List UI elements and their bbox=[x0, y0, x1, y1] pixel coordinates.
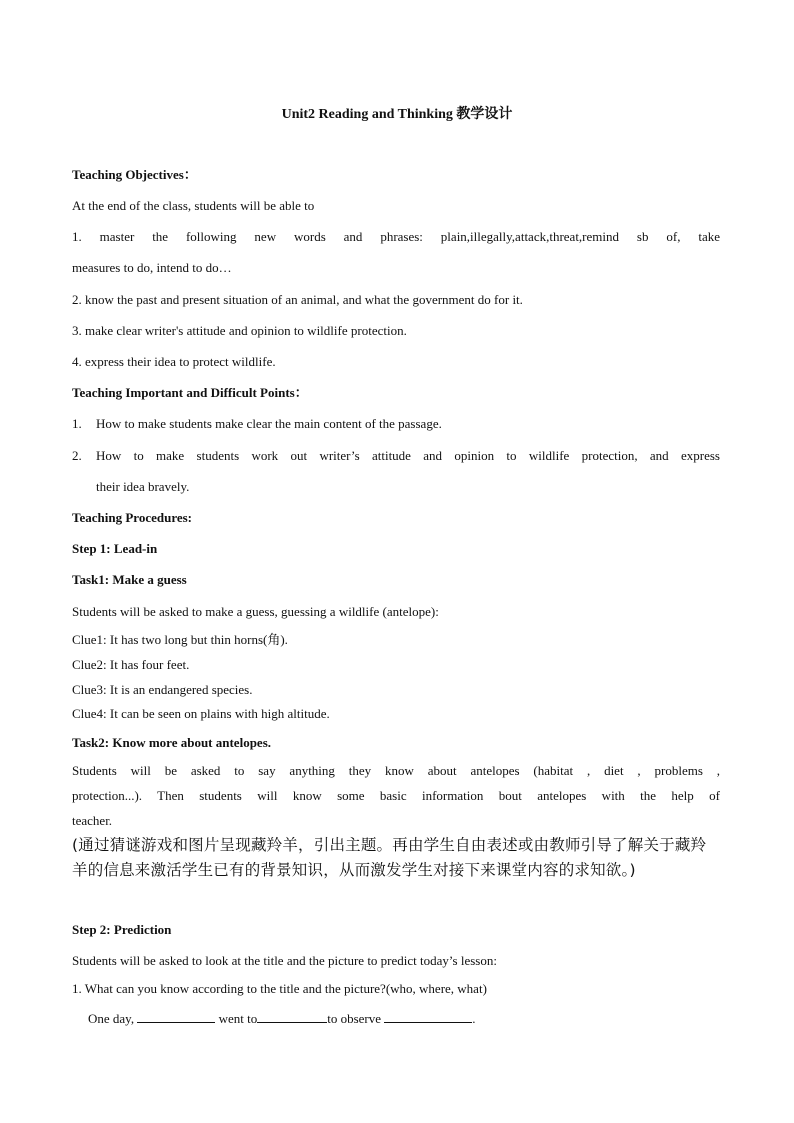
objectives-intro: At the end of the class, students will be able to bbox=[72, 198, 315, 213]
step-2-intro: Students will be asked to look at the title and the picture to predict today’s lesson: bbox=[72, 953, 497, 968]
fill-text-2: went to bbox=[215, 1011, 258, 1026]
objective-2: 2. know the past and present situation of an animal, and what the government do for it. bbox=[72, 292, 523, 307]
point-1-number: 1. bbox=[72, 416, 82, 431]
blank-who[interactable] bbox=[137, 1010, 215, 1023]
clue-2: Clue2: It has four feet. bbox=[72, 657, 190, 672]
blank-what[interactable] bbox=[384, 1010, 472, 1023]
task-2-line-2: protection...). Then students will know some basic information bout antelopes with the help of bbox=[72, 788, 720, 803]
objective-1-line-1: 1. master the following new words and phrases: plain,illegally,attack,threat,remind sb of, take bbox=[72, 229, 720, 244]
page-title: Unit2 Reading and Thinking 教学设计 bbox=[281, 107, 513, 122]
point-2-line-1 bbox=[72, 448, 720, 464]
procedures-heading: Teaching Procedures: bbox=[72, 510, 193, 525]
point-1-text: How to make students make clear the main content of the passage. bbox=[96, 416, 442, 431]
chinese-note-line-2: 羊的信息来激活学生已有的背景知识，从而激发学生对接下来课堂内容的求知欲。) bbox=[72, 861, 636, 879]
task-2-heading: Task2: Know more about antelopes. bbox=[72, 735, 271, 750]
question-1: 1. What can you know according to the title and the picture?(who, where, what) bbox=[72, 981, 487, 996]
step-2-heading: Step 2: Prediction bbox=[72, 922, 172, 937]
objective-3: 3. make clear writer's attitude and opinion to wildlife protection. bbox=[72, 323, 407, 338]
point-2-text: How to make students work out writer’s attitude and opinion to wildlife protection, and express bbox=[96, 448, 720, 463]
task-2-line-1: Students will be asked to say anything they know about antelopes (habitat , diet , problems , bbox=[72, 763, 720, 778]
points-heading: Teaching Important and Difficult Points： bbox=[72, 385, 308, 400]
clue-4: Clue4: It can be seen on plains with high altitude. bbox=[72, 706, 330, 721]
clue-1: Clue1: It has two long but thin horns(角). bbox=[72, 632, 288, 647]
point-2-line-2: their idea bravely. bbox=[96, 479, 190, 494]
point-2-number: 2. bbox=[72, 448, 82, 463]
fill-in-sentence bbox=[88, 1010, 476, 1027]
blank-where[interactable] bbox=[257, 1010, 327, 1023]
task-1-heading: Task1: Make a guess bbox=[72, 572, 187, 587]
point-1 bbox=[72, 416, 442, 432]
step-1-heading: Step 1: Lead-in bbox=[72, 541, 158, 556]
task-1-intro: Students will be asked to make a guess, guessing a wildlife (antelope): bbox=[72, 604, 439, 619]
task-2-line-3: teacher. bbox=[72, 813, 113, 828]
fill-text-4: . bbox=[472, 1011, 476, 1026]
clue-3: Clue3: It is an endangered species. bbox=[72, 682, 253, 697]
objectives-heading: Teaching Objectives： bbox=[72, 167, 197, 182]
fill-text-3: to observe bbox=[327, 1011, 385, 1026]
objective-4: 4. express their idea to protect wildlife. bbox=[72, 354, 276, 369]
objective-1-line-2: measures to do, intend to do… bbox=[72, 260, 232, 275]
fill-text-1: One day, bbox=[88, 1011, 138, 1026]
chinese-note-line-1: (通过猜谜游戏和图片呈现藏羚羊，引出主题。再由学生自由表述或由教师引导了解关于藏羚 bbox=[72, 836, 707, 854]
